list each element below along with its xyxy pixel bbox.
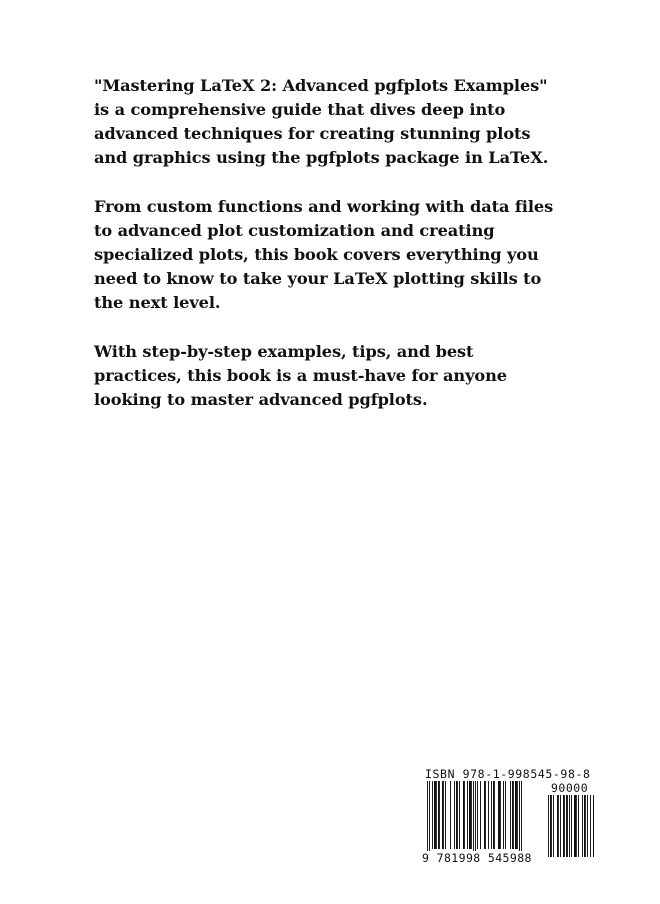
barcode-bar <box>454 781 455 849</box>
barcode-bar <box>473 781 474 857</box>
barcode-bar <box>519 781 520 857</box>
price-code: 90000 <box>551 781 589 795</box>
barcode-bar <box>590 795 591 857</box>
barcode-bar <box>571 795 572 857</box>
barcode-bar <box>593 795 594 857</box>
blurb-paragraph-2: From custom functions and working with data files to advanced plot customization and creating specialized plots, this book covers everything you need to know to take your LaTeX plotting skills to the next level. <box>94 197 554 312</box>
barcode-bar <box>429 781 430 857</box>
barcode-bar <box>578 795 579 857</box>
barcode-bar <box>459 781 460 849</box>
barcode-bar <box>463 781 465 849</box>
back-cover-blurb <box>94 74 564 437</box>
barcode-digits: 9 781998 545988 <box>422 851 532 865</box>
barcode-bar <box>563 795 565 857</box>
barcode-bar <box>475 781 476 857</box>
barcode-bar <box>456 781 458 849</box>
barcode-bar <box>553 795 554 857</box>
barcode-addon-bars <box>548 795 594 857</box>
isbn-barcode <box>421 767 598 867</box>
barcode-bar <box>491 781 492 849</box>
barcode-bar <box>548 795 549 857</box>
barcode-bar <box>566 795 568 857</box>
barcode-bar <box>512 781 514 849</box>
barcode-main-bars <box>427 781 545 857</box>
barcode-bar <box>427 781 428 857</box>
blurb-paragraph-3: With step-by-step examples, tips, and best practices, this book is a must-have for anyone looking to master advanced pgfplots. <box>94 342 507 409</box>
barcode-bar <box>550 795 552 857</box>
blurb-paragraph-1: "Mastering LaTeX 2: Advanced pgfplots Examples" is a comprehensive guide that dives deep into advanced techniques for creating stunning plots and graphics using the pgfplots package in LaTeX. <box>94 76 549 167</box>
barcode-bar <box>484 781 486 849</box>
barcode-bar <box>488 781 489 849</box>
barcode-bar <box>480 781 481 849</box>
barcode-bar <box>574 795 577 857</box>
barcode-bar <box>515 781 518 849</box>
barcode-bar <box>557 795 559 857</box>
barcode-bar <box>521 781 522 857</box>
barcode-bar <box>477 781 478 849</box>
barcode-bar <box>498 781 501 849</box>
barcode-bar <box>438 781 440 849</box>
barcode-bar <box>505 781 506 849</box>
isbn-text: ISBN 978-1-998545-98-8 <box>425 767 591 781</box>
barcode-bar <box>582 795 583 857</box>
barcode-bar <box>469 781 472 849</box>
barcode-bar <box>434 781 437 849</box>
barcode-bar <box>450 781 451 849</box>
barcode-bar <box>587 795 588 857</box>
barcode-bar <box>493 781 495 849</box>
barcode-bar <box>442 781 444 849</box>
barcode-bar <box>445 781 446 849</box>
barcode-bar <box>503 781 504 849</box>
barcode-bar <box>467 781 468 849</box>
barcode-bar <box>560 795 561 857</box>
barcode-bar <box>510 781 511 849</box>
barcode-bar <box>432 781 433 849</box>
barcode-bar <box>569 795 570 857</box>
barcode-bar <box>584 795 586 857</box>
